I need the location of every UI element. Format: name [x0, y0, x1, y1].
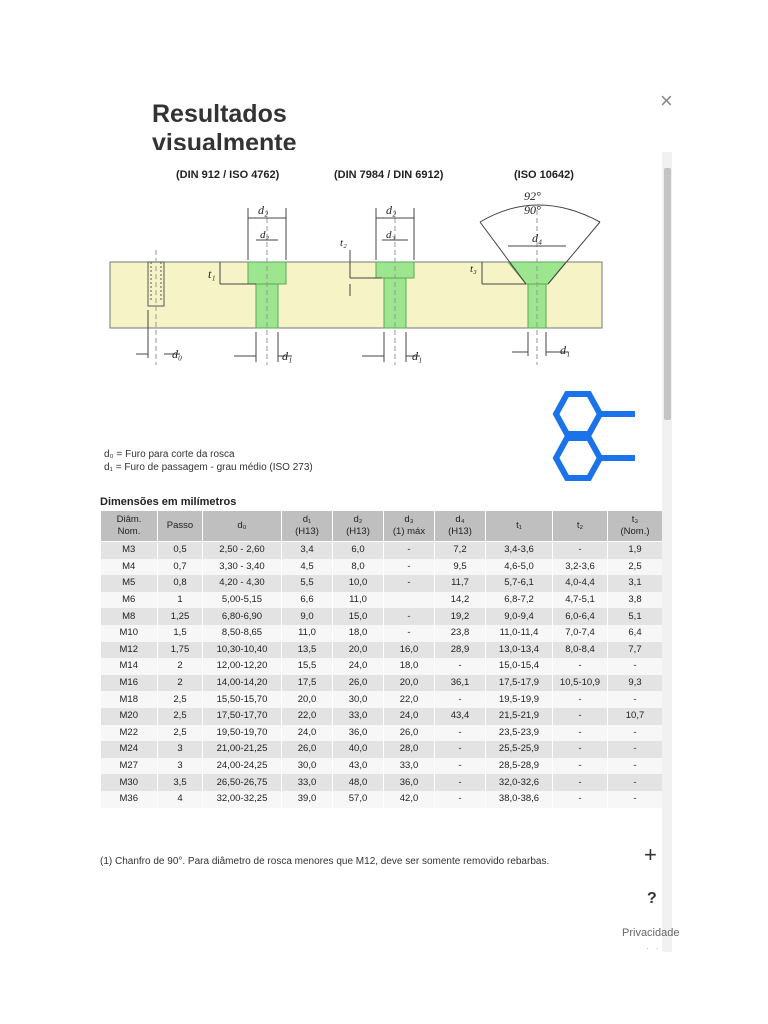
standard-label: (DIN 912 / ISO 4762): [176, 169, 280, 181]
table-cell: 10,7: [608, 708, 663, 725]
table-cell: M16: [101, 675, 158, 692]
table-cell: 7,7: [608, 642, 663, 659]
table-cell: [384, 592, 435, 609]
footnote: (1) Chanfro de 90°. Para diâmetro de rosca menores que M12, deve ser somente removido rebarbas.: [100, 856, 550, 867]
table-cell: 11,7: [435, 575, 486, 592]
table-cell: M8: [101, 608, 158, 625]
table-cell: 19,50-19,70: [203, 725, 282, 742]
table-cell: 6,80-6,90: [203, 608, 282, 625]
table-cell: 20,0: [282, 691, 333, 708]
table-cell: -: [435, 741, 486, 758]
table-cell: 3,2-3,6: [553, 559, 608, 576]
dimensions-table: [100, 510, 663, 808]
standard-label: (ISO 10642): [514, 169, 574, 181]
table-cell: 20,0: [384, 675, 435, 692]
table-cell: 43,4: [435, 708, 486, 725]
d4-label: d₄: [532, 231, 543, 245]
column-header: d₂ (H13): [333, 511, 384, 542]
table-cell: 26,50-26,75: [203, 774, 282, 791]
standard-label: (DIN 7984 / DIN 6912): [334, 169, 444, 181]
table-cell: M20: [101, 708, 158, 725]
angle-label: 92°: [524, 189, 541, 203]
d2-label: d₂: [386, 203, 397, 217]
table-cell: 3,1: [608, 575, 663, 592]
t3-label: t₃: [470, 263, 477, 275]
table-cell: 15,0: [333, 608, 384, 625]
table-cell: 24,0: [384, 708, 435, 725]
table-cell: -: [553, 708, 608, 725]
table-cell: 16,0: [384, 642, 435, 659]
table-cell: -: [384, 542, 435, 559]
table-cell: 2: [158, 658, 203, 675]
table-cell: -: [553, 691, 608, 708]
table-cell: 2: [158, 675, 203, 692]
d1-label: d₁: [560, 343, 571, 357]
table-cell: 15,0-15,4: [486, 658, 553, 675]
table-cell: 6,6: [282, 592, 333, 609]
table-cell: 24,0: [333, 658, 384, 675]
d0-label: d₀: [172, 347, 183, 361]
column-header: Passo: [158, 511, 203, 542]
table-cell: 2,5: [158, 708, 203, 725]
table-cell: -: [608, 758, 663, 775]
d2-label: d₂: [258, 203, 269, 217]
table-cell: -: [608, 658, 663, 675]
table-cell: M3: [101, 542, 158, 559]
table-cell: -: [553, 725, 608, 742]
table-cell: 11,0: [282, 625, 333, 642]
legend-line: d₀ = Furo para corte da rosca: [104, 449, 235, 460]
table-cell: 2,5: [158, 725, 203, 742]
table-cell: 17,5-17,9: [486, 675, 553, 692]
table-cell: 5,00-5,15: [203, 592, 282, 609]
table-cell: 7,2: [435, 542, 486, 559]
table-cell: 10,0: [333, 575, 384, 592]
table-row: [101, 758, 663, 775]
table-cell: 39,0: [282, 791, 333, 808]
table-cell: 15,5: [282, 658, 333, 675]
table-cell: 19,5-19,9: [486, 691, 553, 708]
table-row: [101, 691, 663, 708]
table-cell: 28,0: [384, 741, 435, 758]
table-cell: -: [553, 774, 608, 791]
table-row: [101, 592, 663, 609]
table-cell: 23,8: [435, 625, 486, 642]
table-cell: 12,00-12,20: [203, 658, 282, 675]
table-cell: M14: [101, 658, 158, 675]
privacy-link[interactable]: Privacidade: [622, 927, 680, 939]
column-header: d₀: [203, 511, 282, 542]
table-cell: -: [608, 691, 663, 708]
table-cell: 18,0: [384, 658, 435, 675]
table-cell: 3: [158, 741, 203, 758]
table-cell: 42,0: [384, 791, 435, 808]
d1-label: d₁: [282, 349, 293, 363]
table-cell: 3,8: [608, 592, 663, 609]
table-cell: 4,7-5,1: [553, 592, 608, 609]
table-cell: 3: [158, 758, 203, 775]
table-row: [101, 791, 663, 808]
table-cell: -: [435, 658, 486, 675]
table-cell: 9,3: [608, 675, 663, 692]
table-cell: 30,0: [282, 758, 333, 775]
table-cell: 25,5-25,9: [486, 741, 553, 758]
page-title: Resultados visualmente: [152, 100, 297, 150]
table-row: [101, 708, 663, 725]
table-cell: 3,4: [282, 542, 333, 559]
table-cell: 8,50-8,65: [203, 625, 282, 642]
table-cell: 43,0: [333, 758, 384, 775]
table-cell: 26,0: [282, 741, 333, 758]
table-cell: -: [553, 542, 608, 559]
table-cell: M27: [101, 758, 158, 775]
table-cell: 1,25: [158, 608, 203, 625]
legend-line: d₁ = Furo de passagem - grau médio (ISO 273): [104, 462, 313, 473]
table-row: [101, 725, 663, 742]
d2-label: d₂: [260, 229, 270, 241]
table-cell: 38,0-38,6: [486, 791, 553, 808]
table-cell: -: [553, 758, 608, 775]
column-header: d₃ (1) máx: [384, 511, 435, 542]
table-header: [101, 511, 663, 542]
legend: [104, 448, 313, 474]
table-cell: 1,9: [608, 542, 663, 559]
table-cell: 28,9: [435, 642, 486, 659]
table-cell: 21,5-21,9: [486, 708, 553, 725]
table-row: [101, 575, 663, 592]
table-cell: 4,5: [282, 559, 333, 576]
column-header: d₁ (H13): [282, 511, 333, 542]
table-cell: -: [384, 559, 435, 576]
table-cell: 20,0: [333, 642, 384, 659]
table-cell: 0,8: [158, 575, 203, 592]
table-cell: 4,6-5,0: [486, 559, 553, 576]
table-cell: -: [435, 774, 486, 791]
table-cell: 5,1: [608, 608, 663, 625]
table-cell: 1,75: [158, 642, 203, 659]
table-cell: 36,0: [333, 725, 384, 742]
table-cell: 2,5: [608, 559, 663, 576]
more-dots-icon: · ·: [646, 943, 661, 953]
table-row: [101, 658, 663, 675]
table-cell: 9,5: [435, 559, 486, 576]
table-cell: 40,0: [333, 741, 384, 758]
table-cell: 14,00-14,20: [203, 675, 282, 692]
column-header: d₄ (H13): [435, 511, 486, 542]
table-cell: M36: [101, 791, 158, 808]
table-title: Dimensões em milímetros: [100, 496, 237, 508]
table-cell: M10: [101, 625, 158, 642]
table-cell: M5: [101, 575, 158, 592]
table-cell: 30,0: [333, 691, 384, 708]
table-cell: 6,0-6,4: [553, 608, 608, 625]
table-cell: -: [384, 575, 435, 592]
table-cell: 3,30 - 3,40: [203, 559, 282, 576]
table-cell: 48,0: [333, 774, 384, 791]
table-cell: 13,0-13,4: [486, 642, 553, 659]
table-cell: 23,5-23,9: [486, 725, 553, 742]
table-cell: 36,0: [384, 774, 435, 791]
table-cell: 36,1: [435, 675, 486, 692]
table-cell: -: [608, 725, 663, 742]
table-cell: M4: [101, 559, 158, 576]
table-cell: 19,2: [435, 608, 486, 625]
table-cell: -: [384, 608, 435, 625]
table-cell: 1: [158, 592, 203, 609]
close-icon[interactable]: ×: [660, 88, 673, 113]
table-cell: 33,0: [333, 708, 384, 725]
table-cell: M22: [101, 725, 158, 742]
table-cell: -: [553, 741, 608, 758]
angle-label: 90°: [524, 203, 541, 217]
table-cell: 2,50 - 2,60: [203, 542, 282, 559]
table-cell: -: [435, 725, 486, 742]
column-header: t₂: [553, 511, 608, 542]
d1-label: d₁: [412, 349, 423, 363]
table-row: [101, 642, 663, 659]
table-cell: 57,0: [333, 791, 384, 808]
column-header: Diâm. Nom.: [101, 511, 158, 542]
table-cell: -: [608, 791, 663, 808]
table-cell: M30: [101, 774, 158, 791]
scrollbar-thumb[interactable]: [664, 168, 671, 420]
table-cell: 6,8-7,2: [486, 592, 553, 609]
table-cell: 26,0: [333, 675, 384, 692]
table-cell: 15,50-15,70: [203, 691, 282, 708]
table-row: [101, 741, 663, 758]
table-cell: -: [608, 774, 663, 791]
table-row: [101, 542, 663, 559]
table-cell: 32,00-32,25: [203, 791, 282, 808]
table-cell: 33,0: [384, 758, 435, 775]
table-row: [101, 625, 663, 642]
table-cell: -: [608, 741, 663, 758]
table-cell: M24: [101, 741, 158, 758]
table-row: [101, 675, 663, 692]
table-cell: 4,0-4,4: [553, 575, 608, 592]
column-header: t₃ (Nom.): [608, 511, 663, 542]
table-cell: 2,5: [158, 691, 203, 708]
table-cell: M12: [101, 642, 158, 659]
table-cell: 26,0: [384, 725, 435, 742]
table-cell: 24,00-24,25: [203, 758, 282, 775]
table-cell: M6: [101, 592, 158, 609]
hexagon-logo-icon: [545, 390, 635, 500]
t2-label: t₂: [340, 237, 347, 249]
table-cell: 11,0-11,4: [486, 625, 553, 642]
table-cell: 21,00-21,25: [203, 741, 282, 758]
table-cell: 6,4: [608, 625, 663, 642]
table-cell: 10,30-10,40: [203, 642, 282, 659]
table-cell: 4,20 - 4,30: [203, 575, 282, 592]
table-cell: 10,5-10,9: [553, 675, 608, 692]
table-cell: 5,7-6,1: [486, 575, 553, 592]
help-button[interactable]: ?: [647, 890, 657, 907]
table-cell: 18,0: [333, 625, 384, 642]
table-body: [101, 542, 663, 808]
table-row: [101, 559, 663, 576]
table-cell: 14,2: [435, 592, 486, 609]
table-cell: 33,0: [282, 774, 333, 791]
table-cell: -: [435, 791, 486, 808]
zoom-in-button[interactable]: +: [644, 842, 657, 867]
table-cell: 13,5: [282, 642, 333, 659]
table-cell: 5,5: [282, 575, 333, 592]
table-cell: 0,5: [158, 542, 203, 559]
table-row: [101, 774, 663, 791]
table-cell: 24,0: [282, 725, 333, 742]
table-cell: 9,0-9,4: [486, 608, 553, 625]
table-cell: 8,0-8,4: [553, 642, 608, 659]
table-cell: 7,0-7,4: [553, 625, 608, 642]
table-cell: 0,7: [158, 559, 203, 576]
table-cell: 22,0: [282, 708, 333, 725]
table-cell: 22,0: [384, 691, 435, 708]
table-cell: M18: [101, 691, 158, 708]
table-cell: -: [384, 625, 435, 642]
table-cell: 28,5-28,9: [486, 758, 553, 775]
table-cell: -: [435, 691, 486, 708]
table-cell: 4: [158, 791, 203, 808]
column-header: t₁: [486, 511, 553, 542]
table-cell: 6,0: [333, 542, 384, 559]
table-cell: 32,0-32,6: [486, 774, 553, 791]
table-cell: 1,5: [158, 625, 203, 642]
table-cell: 3,5: [158, 774, 203, 791]
table-cell: -: [553, 791, 608, 808]
table-cell: 3,4-3,6: [486, 542, 553, 559]
table-cell: 8,0: [333, 559, 384, 576]
table-cell: -: [553, 658, 608, 675]
d3-label: d₃: [386, 229, 396, 241]
t1-label: t₁: [208, 267, 216, 281]
table-cell: 9,0: [282, 608, 333, 625]
table-cell: 11,0: [333, 592, 384, 609]
table-cell: -: [435, 758, 486, 775]
table-cell: 17,5: [282, 675, 333, 692]
table-cell: 17,50-17,70: [203, 708, 282, 725]
table-row: [101, 608, 663, 625]
